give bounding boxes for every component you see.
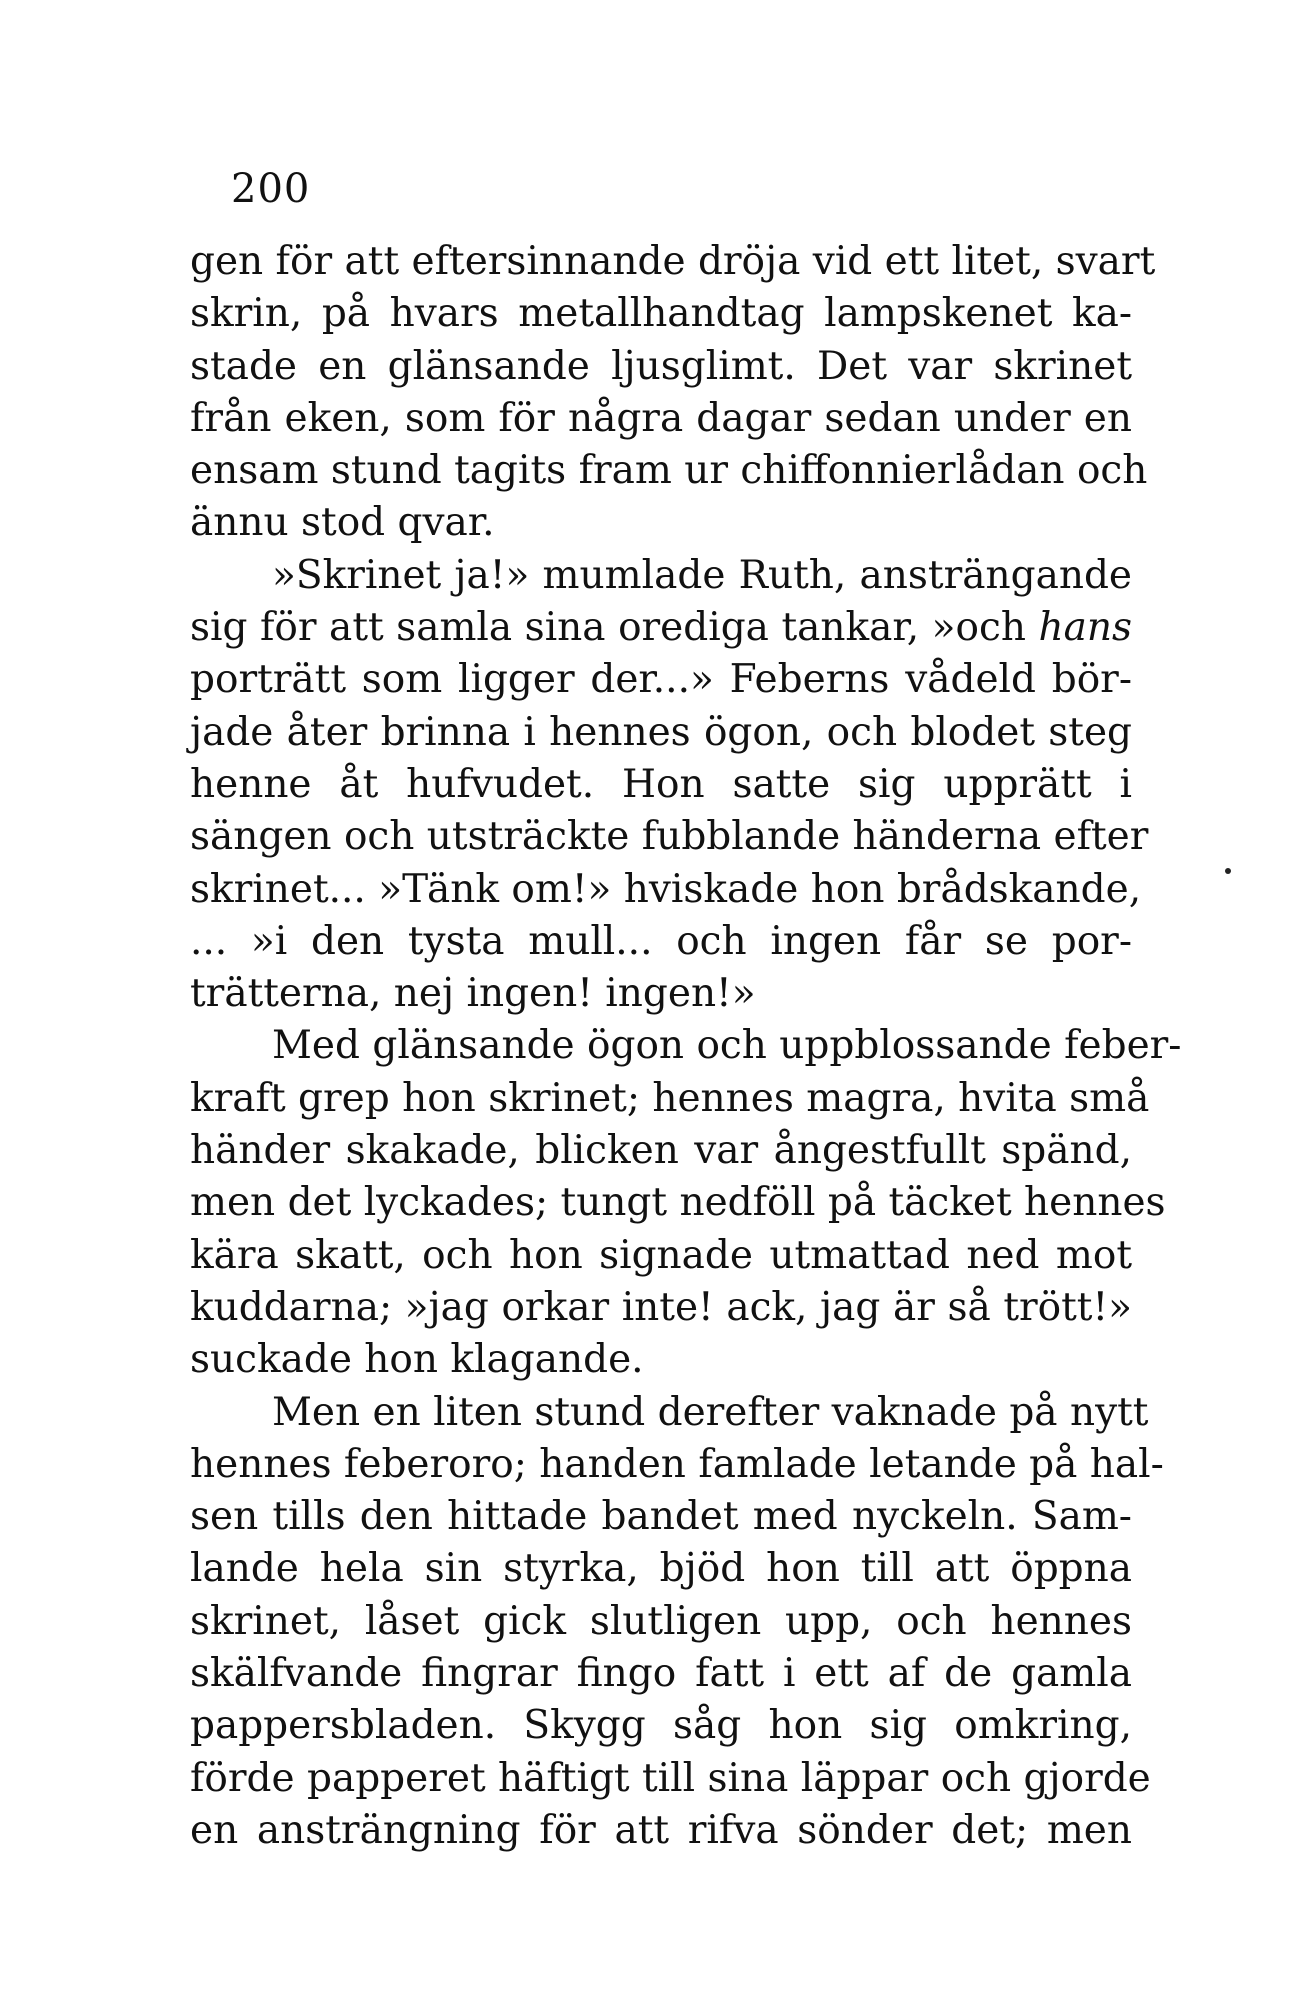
- text-line: ... »i den tysta mull... och ingen får se por-: [190, 918, 1132, 964]
- text-line: skälfvande fingrar fingo fatt i ett af de gamla: [190, 1651, 1132, 1697]
- text-line: »Skrinet ja!» mumlade Ruth, ansträngande: [272, 552, 1132, 598]
- print-speck: [1225, 868, 1231, 874]
- text-line: ensam stund tagits fram ur chiffonnierlådan och: [190, 448, 1148, 494]
- text-line: Med glänsande ögon och uppblossande feber-: [272, 1023, 1182, 1069]
- text-line: kuddarna; »jag orkar inte! ack, jag är så trött!»: [190, 1284, 1132, 1330]
- text-line: jade åter brinna i hennes ögon, och blodet steg: [190, 709, 1132, 755]
- text-line: förde papperet häftigt till sina läppar och gjorde: [190, 1755, 1151, 1801]
- text-line: stade en glänsande ljusglimt. Det var skrinet: [190, 343, 1132, 389]
- text-line: sig för att samla sina orediga tankar, »och hans: [190, 605, 1132, 651]
- text-line: trätterna, nej ingen! ingen!»: [190, 971, 756, 1017]
- text-line: gen för att eftersinnande dröja vid ett litet, svart: [190, 239, 1156, 284]
- text-line: henne åt hufvudet. Hon satte sig upprätt i: [190, 761, 1132, 807]
- text-line: Men en liten stund derefter vaknade på nytt: [272, 1389, 1149, 1435]
- text-line: ännu stod qvar.: [190, 500, 495, 546]
- text-line: hennes feberoro; handen famlade letande på hal-: [190, 1441, 1164, 1487]
- text-line: sen tills den hittade bandet med nyckeln. Sam-: [190, 1494, 1132, 1540]
- text-line: lande hela sin styrka, bjöd hon till att öppna: [190, 1546, 1132, 1592]
- text-line: skrin, på hvars metallhandtag lampskenet ka-: [190, 291, 1132, 337]
- page-number: 200: [231, 166, 311, 212]
- text-line: porträtt som ligger der...» Feberns vådeld bör-: [190, 657, 1132, 703]
- text-line: pappersbladen. Skygg såg hon sig omkring,: [190, 1703, 1132, 1749]
- text-line: skrinet, låset gick slutligen upp, och hennes: [190, 1598, 1132, 1644]
- text-line: sängen och utsträckte fubblande händerna efter: [190, 814, 1149, 860]
- body-text: [190, 236, 1182, 1857]
- text-line: händer skakade, blicken var ångestfullt spänd,: [190, 1128, 1132, 1174]
- text-line: kraft grep hon skrinet; hennes magra, hvita små: [190, 1075, 1150, 1121]
- text-line: kära skatt, och hon signade utmattad ned mot: [190, 1232, 1132, 1278]
- text-line: från eken, som för några dagar sedan under en: [190, 395, 1132, 441]
- text-line: men det lyckades; tungt nedföll på täcket hennes: [190, 1180, 1166, 1226]
- text-line: en ansträngning för att rifva sönder det; men: [190, 1807, 1132, 1853]
- text-line: suckade hon klagande.: [190, 1337, 644, 1383]
- text-line: skrinet... »Tänk om!» hviskade hon brådskande,: [190, 866, 1142, 912]
